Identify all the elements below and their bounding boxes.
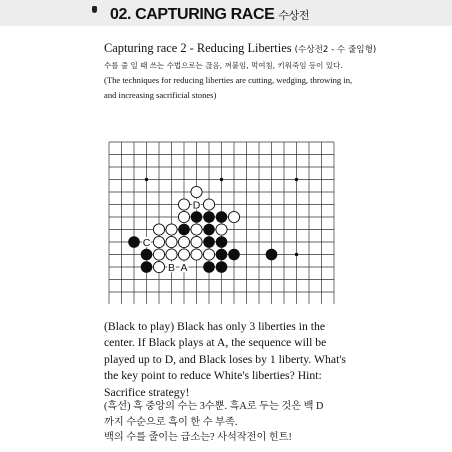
board-grid: [109, 142, 334, 304]
point-label: A: [180, 261, 188, 274]
go-board-diagram: [104, 136, 340, 304]
black-stone: [203, 224, 215, 236]
black-stone: [141, 261, 153, 273]
white-stone: [191, 186, 202, 197]
white-stone: [191, 224, 202, 235]
section-title-korean: (수상전2 - 수 줄임형): [294, 45, 377, 55]
black-stone: [128, 236, 140, 248]
white-stone: [191, 236, 202, 247]
white-stone: [178, 236, 189, 247]
point-label: B: [167, 261, 176, 274]
chapter-title-korean: 수상전: [278, 10, 310, 22]
problem-korean-line: 백의 수를 줄이는 급소는? 사석작전이 힌트!: [104, 432, 292, 443]
star-point: [145, 178, 148, 181]
black-stone: [141, 249, 153, 261]
white-stone: [178, 211, 189, 222]
white-stone: [216, 224, 227, 235]
point-label: C: [142, 236, 151, 249]
black-stone: [216, 261, 228, 273]
white-stone: [203, 249, 214, 260]
star-point: [295, 253, 298, 256]
black-stone: [203, 261, 215, 273]
black-stone: [216, 249, 228, 261]
white-stone: [203, 199, 214, 210]
black-stone: [216, 236, 228, 248]
technique-description-english: (The techniques for reducing liberties are cutting, wedging, throwing in, and increasing sacrificial stones): [104, 75, 353, 100]
white-stone: [166, 249, 177, 260]
technique-description-korean: 수를 줄 일 때 쓰는 수법으로는 끊음, 껴붙임, 먹여침, 키워죽임 등이 있다.: [104, 61, 343, 70]
black-stone: [191, 211, 203, 223]
star-point: [220, 178, 223, 181]
section-title: Capturing race 2 - Reducing Liberties (수상전2 - 수 줄임형): [104, 41, 377, 55]
black-stone: [266, 249, 278, 261]
problem-korean-line: (흑선) 흑 중앙의 수는 3수뿐. 흑A로 두는 것은 백 D: [104, 401, 324, 412]
black-stone: [203, 236, 215, 248]
problem-korean-line: 까지 수순으로 흑이 한 수 부족.: [104, 416, 238, 428]
white-stone: [153, 224, 164, 235]
white-stone: [153, 261, 164, 272]
star-point: [295, 178, 298, 181]
problem-text-korean: [104, 399, 364, 446]
white-stone: [191, 249, 202, 260]
white-stone: [178, 249, 189, 260]
black-stone: [228, 249, 240, 261]
white-stone: [153, 249, 164, 260]
white-stone: [228, 211, 239, 222]
problem-text-english: (Black to play) Black has only 3 liberties in the center. If Black plays at A, the sequence will be played up to D, and Black loses by 1 liberty. What's the key point to reduce White's liberties? Hint: Sacrifice strategy!: [104, 320, 346, 399]
white-stone: [166, 236, 177, 247]
black-stone: [203, 211, 215, 223]
black-stone: [216, 211, 228, 223]
black-stone: [178, 224, 190, 236]
white-stone: [153, 236, 164, 247]
point-label: D: [192, 199, 201, 212]
white-stone: [178, 199, 189, 210]
bullet-icon: [92, 6, 97, 13]
chapter-title: 02. CAPTURING RACE 수상전: [110, 6, 310, 23]
white-stone: [166, 224, 177, 235]
